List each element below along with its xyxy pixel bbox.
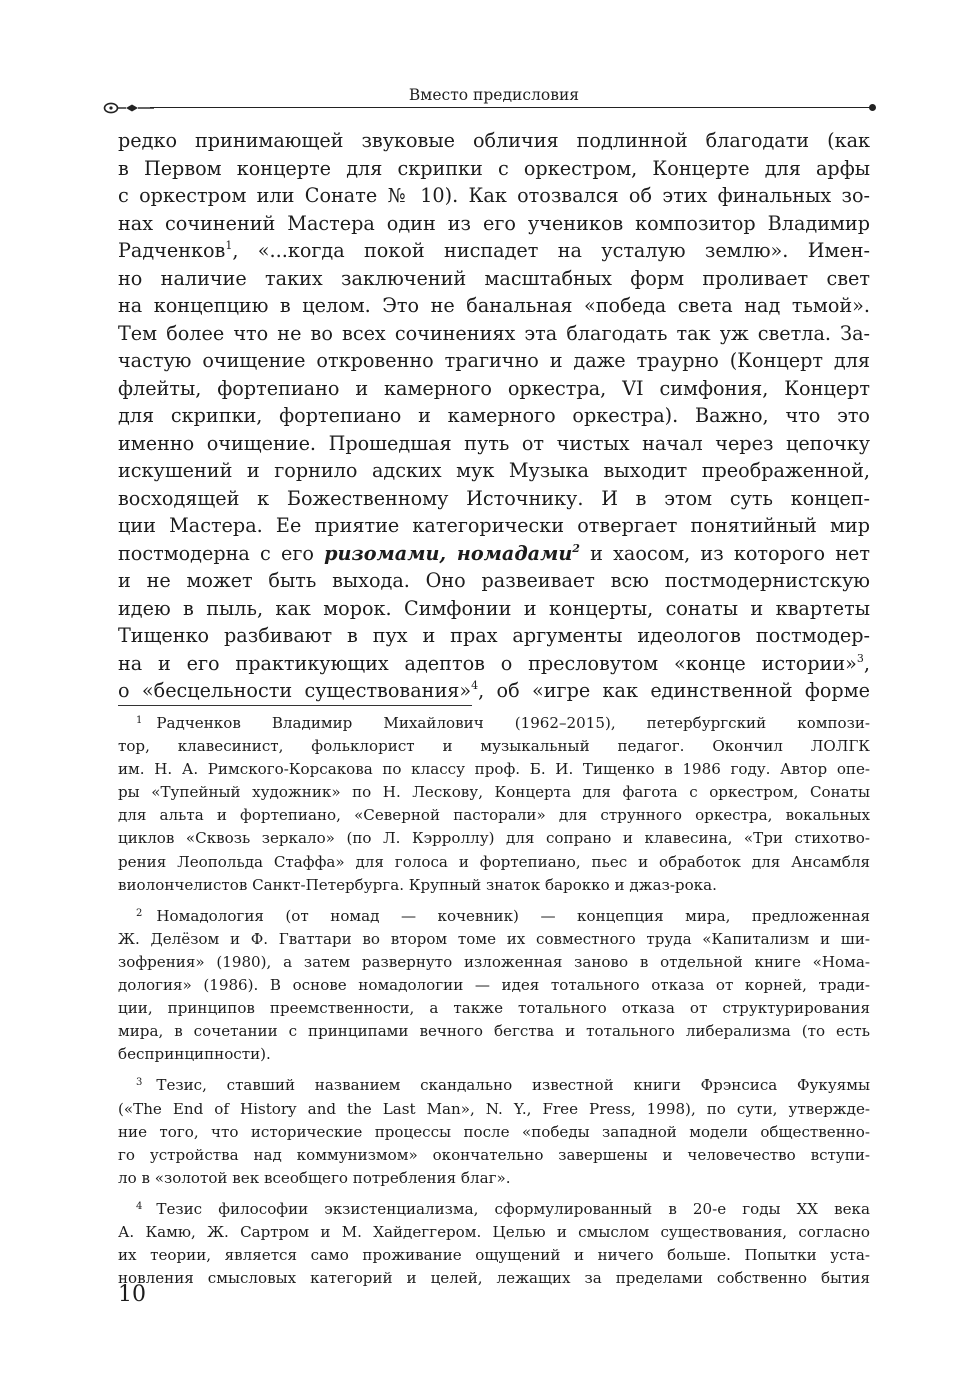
footnote-number: 3 — [136, 1077, 143, 1089]
footnote-line: рения Леопольда Стаффа» для голоса и фортепиано, пьес и обработок для Ансамбля — [118, 852, 870, 871]
header-rule-end-dot — [869, 104, 876, 111]
body-line: Тем более что не во всех сочинениях эта благодать так уж светла. За- — [118, 321, 870, 345]
footnote-line: («The End of History and the Last Man», N. Y., Free Press, 1998), по сути, утвержде- — [118, 1099, 870, 1118]
footnote-line: го устройства над коммунизмом» окончательно завершены и человечество вступи- — [118, 1145, 870, 1164]
footnote-line: виолончелистов Санкт-Петербурга. Крупный знаток барокко и джаз-рока. — [118, 875, 717, 894]
body-line: частую очищение откровенно трагично и даже траурно (Концерт для — [118, 349, 870, 372]
footnote-text: Тезис, ставший названием скандально известной книги Фрэнсиса Фукуямы — [156, 1076, 870, 1095]
footnote-line: дология» (1986). В основе номадологии — идея тотального отказа от корней, тради- — [118, 976, 870, 995]
footnote-line: им. Н. А. Римского-Корсакова по классу проф. Б. И. Тищенко в 1986 году. Автор опе- — [118, 760, 870, 779]
body-line: именно очищение. Прошедшая путь от чистых начал через цепочку — [118, 431, 870, 455]
emphasis-term: номадами — [456, 541, 573, 565]
body-line: идею в пыль, как морок. Симфонии и концерты, сонаты и квартеты — [118, 596, 870, 620]
body-line — [118, 677, 870, 705]
footnote-separator — [118, 705, 472, 706]
page-number: 10 — [118, 1282, 146, 1307]
body-line: Тищенко разбивают в пух и прах аргументы идеологов постмодер- — [118, 624, 870, 647]
footnote-line: мира, в сочетании с принципами вечного бегства и тотального либерализма (то есть — [118, 1022, 870, 1041]
footnote-line: новления смысловых категорий и целей, лежащих за пределами собственно бытия — [118, 1269, 870, 1288]
main-text — [118, 127, 870, 705]
body-text: постмодерна с его — [118, 541, 325, 565]
body-line — [118, 540, 870, 568]
footnote-line: ры «Тупейный художник» по Н. Лескову, Концерта для фагота с оркестром, Сонаты — [118, 783, 870, 802]
footnote-ref-4: 4 — [471, 679, 479, 692]
footnote-number: 4 — [136, 1200, 143, 1212]
footnote-line: А. Камю, Ж. Сартром и М. Хайдеггером. Целью и смыслом существования, согласно — [118, 1222, 870, 1241]
footnote-number: 2 — [136, 907, 143, 919]
body-line: искушений и горнило адских мук Музыка выходит преображенной, — [118, 459, 870, 482]
footnotes — [118, 712, 870, 1290]
ornament-icon — [102, 100, 154, 116]
footnote-number: 1 — [136, 715, 143, 726]
footnote-text: Номадология (от номад — кочевник) — концепция мира, предложенная — [156, 906, 870, 925]
footnote-line: ло в «золотой век всеобщего потребления благ». — [118, 1168, 511, 1187]
body-text: на и его практикующих адептов о пресловутом «конце истории» — [118, 651, 857, 675]
footnote-ref-1: 1 — [225, 239, 233, 252]
footnote-line: беспринципности). — [118, 1045, 271, 1064]
body-text: , об «игре как единственной форме — [478, 679, 870, 702]
body-text: , — [439, 541, 457, 565]
footnote-ref-2: 2 — [572, 541, 580, 555]
footnote-line: циклов «Сквозь зеркало» (по Л. Кэрроллу) для сопрано и клавесина, «Три стихотво- — [118, 829, 870, 848]
body-line: и не может быть выхода. Оно развеивает всю постмодернистскую — [118, 569, 870, 592]
footnote-line: ции, принципов преемственности, а также тотального отказа от структурирования — [118, 999, 870, 1018]
footnote-line: тор, клавесинист, фольклорист и музыкальный педагог. Окончил ЛОЛГК — [118, 737, 870, 756]
header-rule — [150, 107, 872, 108]
body-line: на концепцию в целом. Это не банальная «победа света над тьмой». — [118, 294, 870, 317]
body-line: ции Мастера. Ее приятие категорически отвергает понятийный мир — [118, 514, 870, 537]
footnote-2 — [118, 905, 870, 1067]
body-line: но наличие таких заключений масштабных форм проливает свет — [118, 266, 870, 290]
body-line: в Первом концерте для скрипки с оркестром, Концерте для арфы — [118, 156, 870, 180]
footnote-line: ние того, что исторические процессы после «победы западной модели общественно- — [118, 1122, 870, 1141]
emphasis-term: ризомами — [324, 541, 440, 565]
body-line: с оркестром или Сонате № 10). Как отозвался об этих финальных зо- — [118, 184, 870, 207]
footnote-line — [118, 1198, 870, 1221]
body-line: для скрипки, фортепиано и камерного оркестра). Важно, что это — [118, 404, 870, 427]
body-text: , — [863, 651, 870, 675]
body-text: Радченков — [118, 239, 226, 262]
footnote-1 — [118, 712, 870, 897]
body-line — [118, 237, 870, 265]
footnote-line: для альта и фортепиано, «Северной пасторали» для струнного оркестра, вокальных — [118, 806, 870, 825]
footnote-line: их теории, является само проживание ощущений и ничего больше. Попытки уста- — [118, 1246, 870, 1265]
footnote-3 — [118, 1074, 870, 1189]
body-line: флейты, фортепиано и камерного оркестра, VI симфония, Концерт — [118, 376, 870, 400]
footnote-line: Ж. Делёзом и Ф. Гваттари во втором томе их совместного труда «Капитализм и ши- — [118, 929, 870, 948]
body-line — [118, 650, 870, 678]
running-head: Вместо предисловия — [408, 86, 580, 104]
body-line: восходящей к Божественному Источнику. И в этом суть концеп- — [118, 486, 870, 510]
footnote-line — [118, 905, 870, 928]
footnote-ref-3: 3 — [856, 651, 864, 665]
body-text: и хаосом, из которого нет — [579, 541, 870, 565]
footnote-text: Тезис философии экзистенциализма, сформулированный в 20-е годы XX века — [156, 1199, 870, 1218]
body-line: нах сочинений Мастера один из его учеников композитор Владимир — [118, 211, 870, 235]
footnote-line — [118, 1074, 870, 1097]
footnote-line: зофрения» (1980), а затем развернуто изложенная заново в отдельной книге «Нома- — [118, 952, 870, 971]
body-text: о «бесцельности существования» — [118, 679, 472, 702]
footnote-line — [118, 712, 870, 735]
body-line: редко принимающей звуковые обличия подлинной благодати (как — [118, 129, 870, 152]
footnote-4 — [118, 1198, 870, 1290]
body-text: , «...когда покой ниспадет на усталую землю». Имен- — [232, 239, 870, 262]
footnote-text: Радченков Владимир Михайлович (1962–2015), петербургский компози- — [156, 714, 870, 732]
